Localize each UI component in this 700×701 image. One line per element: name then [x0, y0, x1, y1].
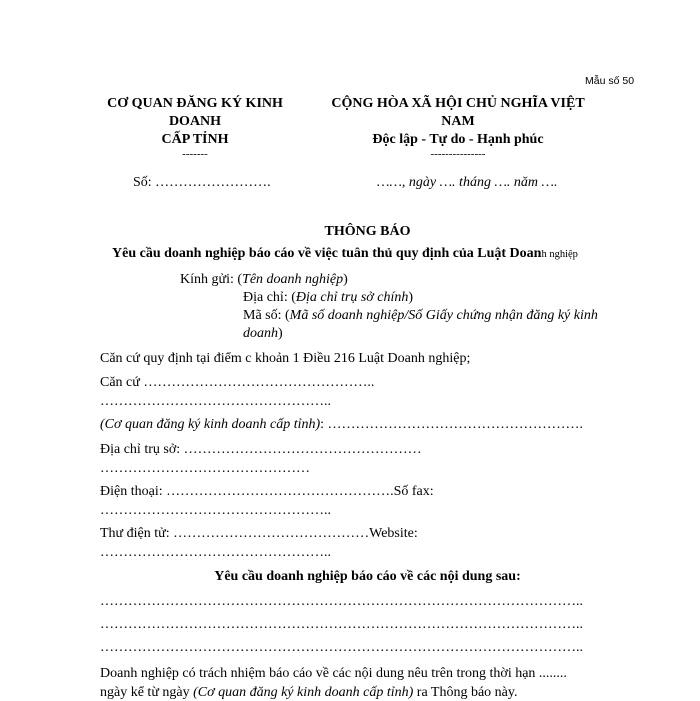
hq-address-line1: Địa chỉ trụ sở: ……………………………………………	[100, 442, 422, 457]
subtitle-tail: h nghiệp	[541, 249, 578, 260]
basis-other-line1: Căn cứ …………………………………………..	[100, 375, 375, 390]
duty-line1: Doanh nghiệp có trách nhiệm báo cáo về các nội dung nêu trên trong thời hạn ........	[100, 666, 567, 681]
agency-name-line1: CƠ QUAN ĐĂNG KÝ KINH	[107, 96, 283, 111]
website-dots: …………………………………………..	[100, 545, 331, 560]
document-number: Số: …………………….	[133, 175, 271, 190]
nation-name-line1: CỘNG HÒA XÃ HỘI CHỦ NGHĨA VIỆT	[331, 96, 585, 111]
fax-dots: …………………………………………..	[100, 503, 331, 518]
fax-label: Số fax:	[393, 484, 434, 499]
duty-line2-end: ra Thông báo này.	[413, 685, 518, 700]
email-label: Thư điện tử: ……………………………………	[100, 526, 370, 541]
phone-line	[100, 484, 434, 500]
document-subtitle	[112, 246, 578, 262]
code-close: )	[278, 326, 283, 341]
basis-law: Căn cứ quy định tại điểm c khoản 1 Điều 216 Luật Doanh nghiệp;	[100, 351, 471, 366]
recipient-line	[180, 272, 348, 288]
recipient-value: Tên doanh nghiệp	[242, 272, 344, 287]
issuing-agency-label: (Cơ quan đăng ký kinh doanh cấp tỉnh)	[100, 417, 321, 432]
duty-line2-agency: (Cơ quan đăng ký kinh doanh cấp tỉnh)	[193, 685, 414, 700]
code-value-line1: Mã số doanh nghiệp/Số Giấy chứng nhận đăng ký kinh	[289, 308, 598, 323]
recipient-close: )	[343, 272, 348, 287]
agency-rule: -------	[182, 148, 208, 160]
basis-other-line2: …………………………………………..	[100, 394, 331, 409]
form-code: Mẫu số 50	[585, 75, 635, 87]
motto-rule: ---------------	[430, 148, 486, 160]
address-value: Địa chỉ trụ sở chính	[295, 290, 409, 305]
national-motto: Độc lập - Tự do - Hạnh phúc	[372, 132, 544, 147]
request-dots-3: …………………………………………………………………………………………..	[100, 640, 583, 655]
issuing-agency-line	[100, 417, 583, 433]
website-label: Website:	[369, 526, 418, 541]
agency-level: CẤP TỈNH	[161, 132, 229, 147]
date-line: ……, ngày …. tháng …. năm ….	[377, 175, 558, 190]
address-close: )	[408, 290, 414, 305]
agency-name-line2: DOANH	[168, 114, 222, 129]
duty-line2-start: ngày kể từ ngày	[100, 685, 194, 700]
email-line	[100, 526, 418, 542]
code-label: Mã số: (	[243, 308, 290, 323]
recipient-code-line	[243, 308, 598, 324]
recipient-address-line	[243, 290, 413, 306]
hq-address-line2: ………………………………………	[100, 461, 310, 476]
phone-label: Điện thoại: ………………………………………….	[100, 484, 394, 499]
nation-name-line2: NAM	[441, 114, 475, 129]
request-heading: Yêu cầu doanh nghiệp báo cáo về các nội dung sau:	[214, 569, 521, 584]
recipient-label: Kính gửi: (	[180, 272, 243, 287]
issuing-agency-dots: : ……………………………………………….	[320, 417, 584, 432]
code-value-line2: doanh	[243, 326, 278, 341]
request-dots-1: …………………………………………………………………………………………..	[100, 594, 583, 609]
document-title: THÔNG BÁO	[324, 224, 411, 239]
recipient-code-line2	[243, 326, 283, 342]
duty-line2	[100, 685, 518, 701]
address-label: Địa chỉ: (	[243, 290, 296, 305]
request-dots-2: …………………………………………………………………………………………..	[100, 617, 583, 632]
subtitle-main: Yêu cầu doanh nghiệp báo cáo về việc tuân thủ quy định của Luật Doan	[112, 246, 542, 261]
